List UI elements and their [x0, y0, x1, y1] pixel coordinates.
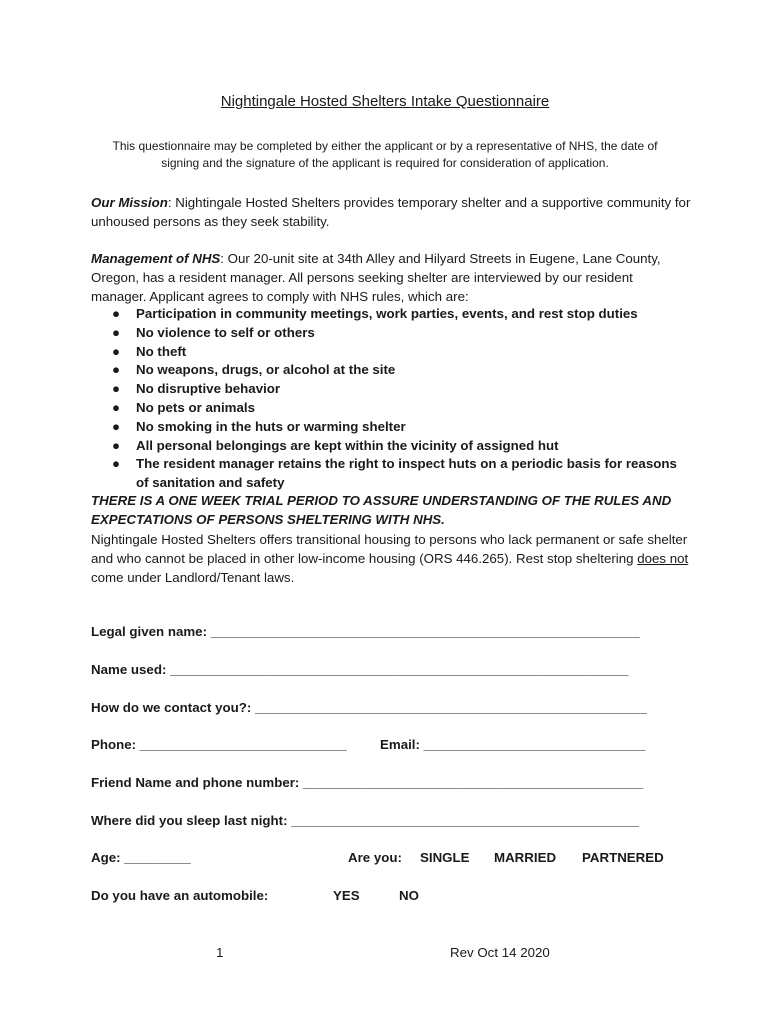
- legal-name-field[interactable]: Legal given name: __________________________________________________________: [91, 624, 640, 639]
- bullet-icon: ●: [112, 437, 121, 453]
- intro-paragraph: This questionnaire may be completed by either the applicant or by a representative of NHS, the date of signing and the signature of the applicant is required for consideration of application.: [112, 139, 658, 170]
- management-paragraph: [91, 249, 691, 306]
- bullet-icon: ●: [112, 324, 121, 340]
- friend-name-phone-field[interactable]: Friend Name and phone number: ______________________________________________: [91, 775, 644, 790]
- age-field[interactable]: Age: _________: [91, 850, 191, 865]
- list-item: ● Participation in community meetings, work parties, events, and rest stop duties: [91, 305, 681, 324]
- list-item: ● No disruptive behavior: [91, 380, 681, 399]
- partnered-option[interactable]: PARTNERED: [582, 850, 664, 865]
- bullet-icon: ●: [112, 381, 121, 397]
- automobile-yes-option[interactable]: YES: [333, 888, 360, 903]
- revision-date: Rev Oct 14 2020: [450, 945, 550, 960]
- single-option[interactable]: SINGLE: [420, 850, 470, 865]
- contact-field[interactable]: How do we contact you?: _____________________________________________________: [91, 700, 647, 715]
- trial-period-notice: THERE IS A ONE WEEK TRIAL PERIOD TO ASSURE UNDERSTANDING OF THE RULES AND EXPECTATIONS OF PERSONS SHELTERING WITH NHS.: [91, 493, 672, 527]
- bullet-icon: ●: [112, 306, 121, 321]
- bullet-icon: ●: [112, 399, 121, 415]
- sleep-location-field[interactable]: Where did you sleep last night: _______________________________________________: [91, 813, 639, 828]
- name-used-field[interactable]: Name used: ______________________________________________________________: [91, 662, 629, 677]
- rules-list: [91, 305, 681, 493]
- bullet-icon: ●: [112, 362, 121, 378]
- management-label: Management of NHS: [91, 251, 221, 266]
- automobile-label: Do you have an automobile:: [91, 888, 269, 903]
- list-item: ● No smoking in the huts or warming shelter: [91, 418, 681, 437]
- email-field[interactable]: Email: ______________________________: [380, 737, 646, 752]
- does-not-underlined: does not: [637, 551, 689, 566]
- list-item: ● The resident manager retains the right to inspect huts on a periodic basis for reasons of sanitation and safety: [112, 456, 677, 491]
- bullet-icon: ●: [112, 418, 121, 434]
- mission-text: : Nightingale Hosted Shelters provides temporary shelter and a supportive community for unhoused persons as they seek stability.: [91, 195, 691, 229]
- list-item: ● No weapons, drugs, or alcohol at the site: [91, 361, 681, 380]
- list-item: ● No violence to self or others: [91, 324, 681, 343]
- page-title: Nightingale Hosted Shelters Intake Questionnaire: [220, 93, 550, 110]
- list-item: ● All personal belongings are kept within the vicinity of assigned hut: [91, 437, 681, 456]
- list-item: ● No theft: [91, 343, 681, 362]
- mission-label: Our Mission: [91, 195, 168, 210]
- phone-field[interactable]: Phone: ____________________________: [91, 737, 347, 752]
- marital-status-label: Are you:: [348, 850, 402, 865]
- bullet-icon: ●: [112, 343, 121, 359]
- automobile-no-option[interactable]: NO: [399, 888, 419, 903]
- page-number: 1: [216, 945, 224, 960]
- bullet-icon: ●: [112, 456, 121, 472]
- management-text: : Our 20-unit site at 34th Alley and Hilyard Streets in Eugene, Lane County, Oregon, has a resident manager. All persons seeking shelter are interviewed by our resident manager. Applicant agrees to comply with NHS rules, which are:: [91, 251, 661, 304]
- list-item: ● No pets or animals: [91, 399, 681, 418]
- married-option[interactable]: MARRIED: [494, 850, 557, 865]
- transitional-housing-paragraph: Nightingale Hosted Shelters offers transitional housing to persons who lack permanent or safe shelter and who cannot be placed in other low-income housing (ORS 446.265). Rest stop sheltering does not come under Landlord/Tenant laws.: [91, 532, 689, 585]
- mission-paragraph: [91, 193, 691, 231]
